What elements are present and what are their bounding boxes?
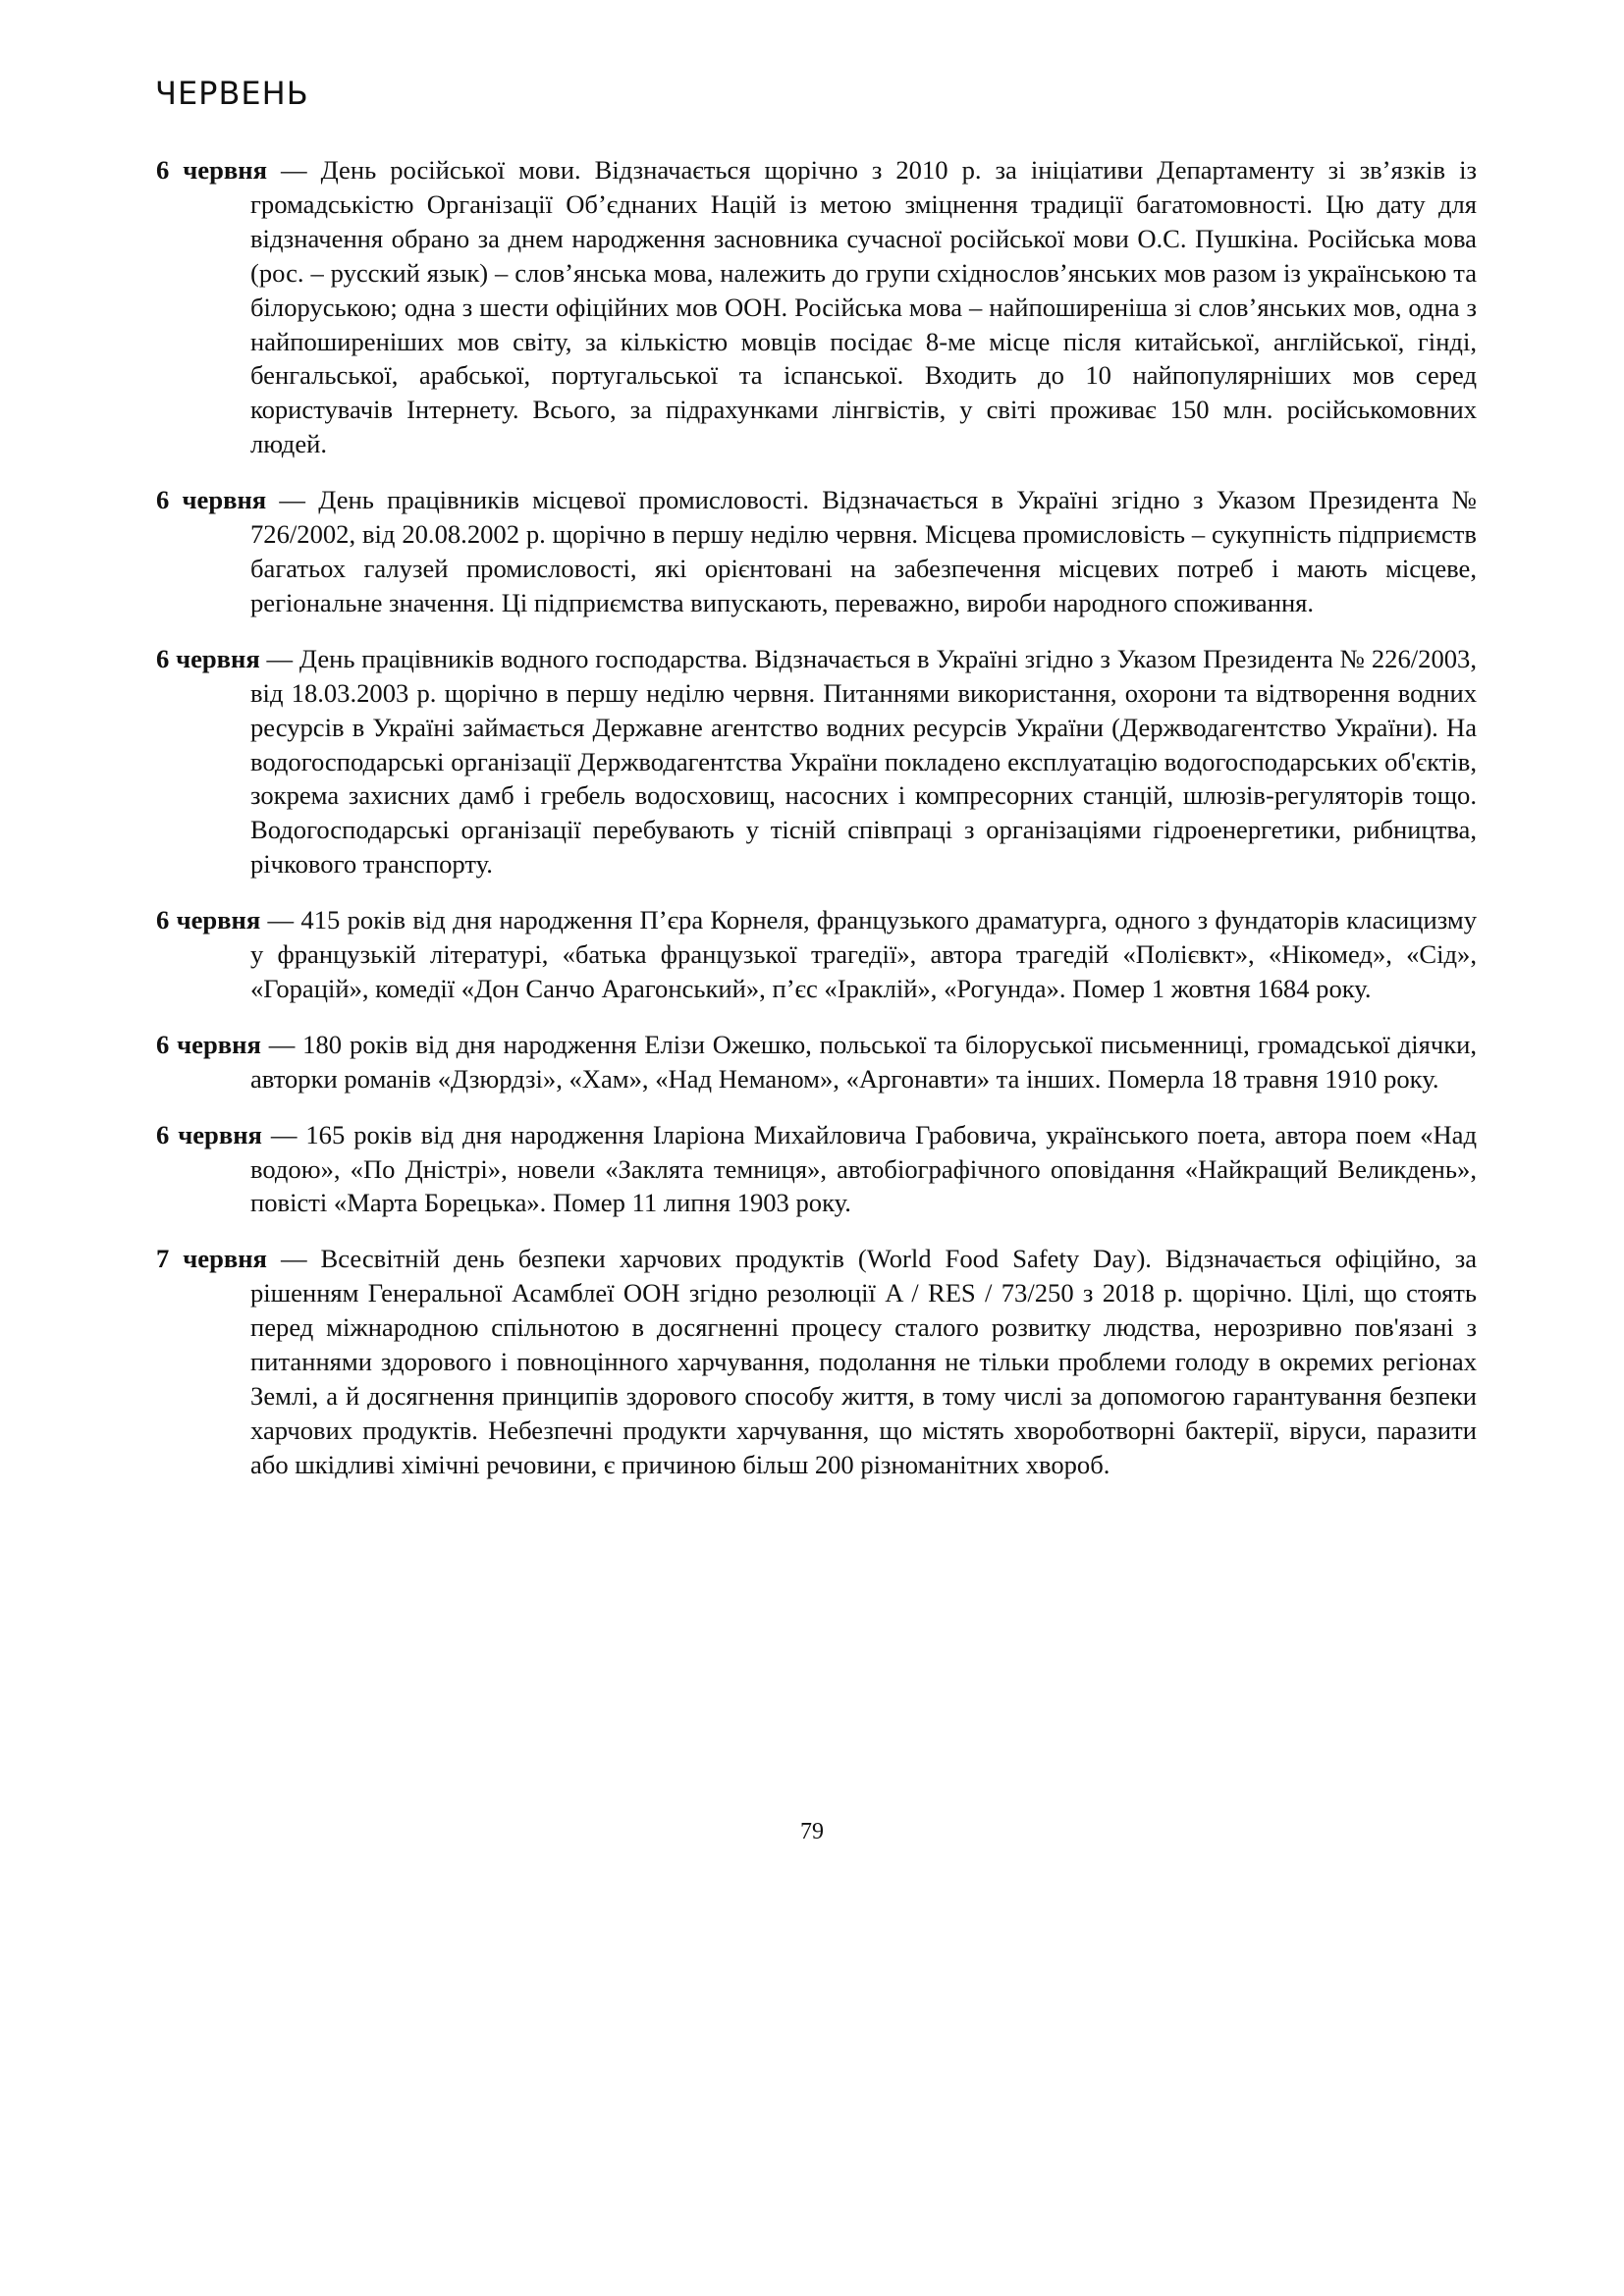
entry-date: 7 червня [156, 1244, 267, 1274]
entry-text: — 415 років від дня народження П’єра Корнеля, французького драматурга, одного з фундаторів класицизму у французькій літературі, «батька французької трагедії», автора трагедій «Полієвкт», «Нікомед», «Сід», «Горацій», комедії «Дон Санчо Арагонський», п’єс «Іраклій», «Рогунда». Помер 1 жовтня 1684 року. [250, 905, 1477, 1003]
entry-date: 6 червня [156, 643, 260, 673]
entry-text: — День російської мови. Відзначається щорічно з 2010 р. за ініціативи Департаменту зі зв’язків із громадськістю Організації Об’єднаних Націй із метою зміцнення традиції багатомовності. Цю дату для відзначення обрано за днем народження засновника сучасної російської мови О.С. Пушкіна. Російська мова (рос. – русский язык) – слов’янська мова, належить до групи східнослов’янських мов разом із українською та білоруською; одна з шести офіційних мов ООН. Російська мова – найпоширеніша зі слов’янських мов, одна з найпоширеніших мов світу, за кількістю мовців посідає 8-ме місце після китайської, англійської, гінді, бенгальської, арабської, португальської та іспанської. Входить до 10 найпопулярніших мов серед користувачів Інтернету. Всього, за підрахунками лінгвістів, у світі проживає 150 млн. російськомовних людей. [250, 155, 1477, 459]
calendar-entry [156, 153, 1477, 461]
page-title: ЧЕРВЕНЬ [155, 75, 309, 112]
entry-date: 6 червня [156, 1119, 262, 1149]
entry-date: 6 червня [156, 485, 267, 515]
entry-text: — Всесвітній день безпеки харчових продуктів (World Food Safety Day). Відзначається офіційно, за рішенням Генеральної Асамблеї ООН згідно резолюції A / RES / 73/250 з 2018 р. щорічно. Цілі, що стоять перед міжнародною спільнотою в досягненні процесу сталого розвитку людства, нерозривно пов'язані з питаннями здорового і повноцінного харчування, подолання не тільки проблеми голоду в окремих регіонах Землі, а й досягнення принципів здорового способу життя, в тому числі за допомогою гарантування безпеки харчових продуктів. Небезпечні продукти харчування, що містять хвороботворні бактерії, віруси, паразити або шкідливі хімічні речовини, є причиною більш 200 різноманітних хвороб. [250, 1244, 1478, 1479]
page-number: 79 [800, 1819, 824, 1844]
entry-date: 6 червня [156, 155, 267, 185]
calendar-entries [156, 153, 1477, 1504]
entry-text: — 180 років від дня народження Елізи Ожешко, польської та білоруської письменниці, громадської діячки, авторки романів «Дзюрдзі», «Хам», «Над Неманом», «Аргонавти» та інших. Померла 18 травня 1910 року. [250, 1029, 1477, 1094]
entry-date: 6 червня [156, 905, 261, 935]
entry-date: 6 червня [156, 1029, 261, 1059]
entry-text: — День працівників водного господарства. Відзначається в Україні згідно з Указом Президента № 226/2003, від 18.03.2003 р. щорічно в першу неділю червня. Питаннями використання, охорони та відтворення водних ресурсів в Україні займається Державне агентство водних ресурсів України (Держводагентство України). На водогосподарські організації Держводагентства України покладено експлуатацію водогосподарських об'єктів, зокрема захисних дамб і гребель водосховищ, насосних і компресорних станцій, шлюзів-регуляторів тощо. Водогосподарські організації перебувають у тісній співпраці з організаціями гідроенергетики, рибництва, річкового транспорту. [250, 643, 1478, 880]
calendar-entry [156, 1242, 1477, 1481]
calendar-entry [156, 903, 1477, 1006]
entry-text: — 165 років від дня народження Іларіона Михайловича Грабовича, українського поета, автора поем «Над водою», «По Дністрі», новели «Заклята темниця», автобіографічного оповідання «Найкращий Великдень», повісті «Марта Борецька». Помер 11 липня 1903 року. [250, 1119, 1478, 1218]
calendar-entry [156, 483, 1477, 620]
calendar-entry [156, 642, 1477, 881]
calendar-entry [156, 1028, 1477, 1096]
entry-text: — День працівників місцевої промисловості. Відзначається в Україні згідно з Указом Президента № 726/2002, від 20.08.2002 р. щорічно в першу неділю червня. Місцева промисловість – сукупність підприємств багатьох галузей промисловості, які орієнтовані на забезпечення місцевих потреб і мають місцеве, регіональне значення. Ці підприємства випускають, переважно, вироби народного споживання. [250, 485, 1478, 617]
calendar-entry [156, 1118, 1477, 1221]
